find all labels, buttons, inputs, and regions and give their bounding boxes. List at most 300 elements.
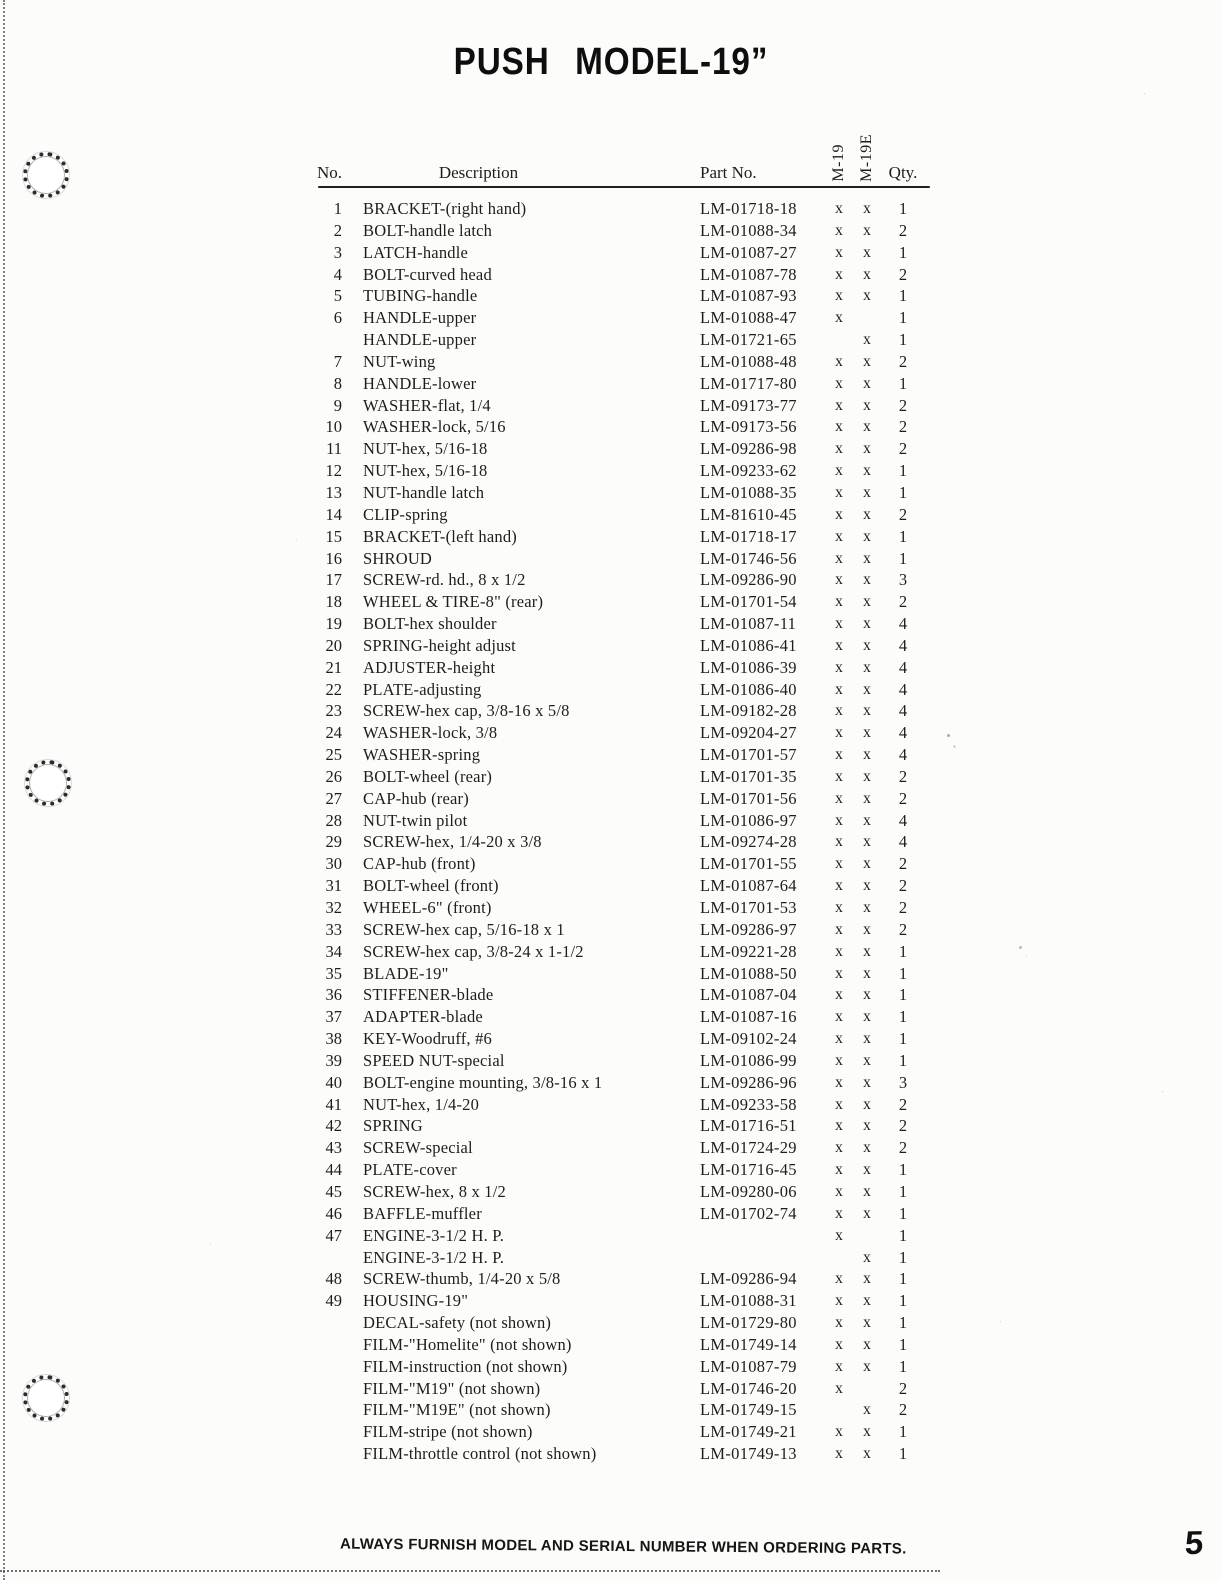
table-row xyxy=(310,810,970,832)
item-quantity: 1 xyxy=(898,199,908,218)
table-row xyxy=(310,220,970,242)
item-number xyxy=(310,1334,342,1356)
item-number: 13 xyxy=(325,482,342,502)
m19e-mark: x xyxy=(863,593,871,611)
m19-mark: x xyxy=(835,899,843,916)
item-quantity: 1 xyxy=(898,1444,908,1464)
table-row xyxy=(310,395,970,417)
item-part-number: LM-01701-53 xyxy=(700,898,797,917)
item-number xyxy=(310,1421,342,1443)
table-row xyxy=(310,1268,970,1290)
item-part-number: LM-01702-74 xyxy=(700,1203,797,1223)
item-part-number: LM-01086-41 xyxy=(700,635,797,655)
item-quantity: 2 xyxy=(898,788,908,808)
m19e-mark: x xyxy=(863,1335,871,1353)
item-number: 36 xyxy=(325,985,342,1005)
item-number: 5 xyxy=(333,286,342,306)
item-number: 10 xyxy=(325,417,342,437)
table-row xyxy=(310,351,970,373)
punch-hole xyxy=(21,756,76,811)
table-row xyxy=(310,853,970,875)
table-row xyxy=(310,919,970,941)
item-description: NUT-hex, 5/16-18 xyxy=(363,439,488,459)
m19e-mark xyxy=(853,307,881,329)
item-quantity: 2 xyxy=(898,1138,908,1158)
m19-mark: x xyxy=(835,1139,843,1157)
m19-mark: x xyxy=(835,1335,843,1353)
item-quantity: 1 xyxy=(898,461,908,481)
item-description: WHEEL-6" (front) xyxy=(363,898,492,917)
table-row xyxy=(310,635,970,657)
table-row xyxy=(310,613,970,635)
m19-mark xyxy=(825,1399,853,1421)
item-part-number: LM-01716-51 xyxy=(700,1116,797,1136)
item-description: WASHER-lock, 3/8 xyxy=(363,723,498,743)
item-description: SCREW-hex, 1/4-20 x 3/8 xyxy=(363,832,542,852)
m19e-mark: x xyxy=(863,221,871,239)
item-quantity: 2 xyxy=(898,766,908,786)
m19e-mark xyxy=(853,1378,881,1400)
m19e-mark: x xyxy=(863,658,871,676)
item-description: PLATE-cover xyxy=(363,1160,457,1180)
item-number: 44 xyxy=(325,1160,342,1180)
item-quantity: 2 xyxy=(898,220,908,240)
item-description: BOLT-wheel (front) xyxy=(363,876,499,896)
item-description: BOLT-handle latch xyxy=(363,220,493,240)
item-number: 42 xyxy=(325,1116,342,1136)
table-row xyxy=(310,1378,970,1400)
table-header xyxy=(310,112,970,184)
m19-mark: x xyxy=(835,221,843,239)
m19e-mark: x xyxy=(863,1292,871,1310)
table-row xyxy=(310,373,970,395)
m19-mark: x xyxy=(835,1204,843,1222)
m19e-mark: x xyxy=(863,1182,871,1200)
m19-mark: x xyxy=(835,942,843,960)
item-number: 47 xyxy=(325,1225,342,1245)
m19-mark: x xyxy=(835,505,843,523)
m19-mark: x xyxy=(835,1161,843,1179)
m19e-mark: x xyxy=(863,1314,871,1332)
item-part-number: LM-01088-31 xyxy=(700,1291,797,1311)
m19e-mark: x xyxy=(863,702,871,720)
m19-mark xyxy=(825,329,853,351)
item-description: WASHER-lock, 5/16 xyxy=(363,417,506,437)
item-number: 23 xyxy=(325,701,342,721)
item-number: 12 xyxy=(325,461,342,481)
page-perforation-edge xyxy=(3,0,5,1580)
item-description: PLATE-adjusting xyxy=(363,679,482,699)
item-part-number: LM-01087-27 xyxy=(700,242,797,262)
m19-mark: x xyxy=(835,549,843,567)
m19-mark: x xyxy=(835,1357,843,1375)
table-row xyxy=(310,438,970,460)
item-description: KEY-Woodruff, #6 xyxy=(363,1029,492,1049)
m19e-mark: x xyxy=(863,287,871,305)
item-part-number: LM-09286-97 xyxy=(700,919,797,939)
item-number: 18 xyxy=(325,592,342,612)
table-row xyxy=(310,1443,970,1465)
m19-mark: x xyxy=(835,833,843,851)
table-row xyxy=(310,526,970,548)
item-number: 20 xyxy=(325,635,342,655)
m19e-mark: x xyxy=(863,746,871,764)
item-description: SCREW-hex cap, 5/16-18 x 1 xyxy=(363,919,565,939)
item-quantity: 1 xyxy=(898,1313,908,1333)
item-number: 24 xyxy=(325,723,342,743)
m19e-mark: x xyxy=(863,1139,871,1157)
item-number: 37 xyxy=(325,1007,342,1027)
item-number: 21 xyxy=(325,657,342,677)
item-number: 26 xyxy=(325,766,342,786)
item-number: 7 xyxy=(333,351,342,371)
m19e-mark: x xyxy=(863,767,871,785)
table-row xyxy=(310,548,970,570)
item-number: 48 xyxy=(325,1269,342,1289)
table-row xyxy=(310,700,970,722)
m19-mark: x xyxy=(835,920,843,938)
m19-mark: x xyxy=(835,571,843,589)
item-number xyxy=(310,1356,342,1378)
header-m19e: M-19E xyxy=(858,134,875,182)
item-number: 19 xyxy=(325,614,342,634)
m19-mark: x xyxy=(835,265,843,283)
item-quantity: 4 xyxy=(898,723,908,743)
item-quantity: 1 xyxy=(898,1291,908,1311)
m19-mark: x xyxy=(835,1073,843,1091)
item-quantity: 2 xyxy=(898,1094,908,1114)
m19e-mark: x xyxy=(863,374,871,392)
m19e-mark: x xyxy=(863,1270,871,1288)
item-quantity: 4 xyxy=(898,657,908,677)
header-qty: Qty. xyxy=(888,163,918,182)
item-part-number: LM-09173-77 xyxy=(700,395,797,415)
table-row xyxy=(310,788,970,810)
item-quantity: 1 xyxy=(898,1225,908,1245)
item-number: 31 xyxy=(325,876,342,896)
item-description: ADJUSTER-height xyxy=(363,657,496,677)
item-quantity: 1 xyxy=(898,1269,908,1289)
m19e-mark: x xyxy=(863,352,871,370)
m19-mark: x xyxy=(835,855,843,873)
m19e-mark: x xyxy=(863,1248,871,1266)
m19-mark: x xyxy=(835,374,843,392)
item-part-number: LM-01749-13 xyxy=(700,1444,797,1464)
item-quantity: 1 xyxy=(898,985,908,1005)
item-number: 49 xyxy=(325,1291,342,1311)
item-number: 22 xyxy=(325,679,342,699)
item-part-number: LM-01718-17 xyxy=(700,526,797,546)
m19e-mark: x xyxy=(863,833,871,851)
header-m19: M-19 xyxy=(830,144,847,182)
item-number: 38 xyxy=(325,1029,342,1049)
item-number xyxy=(310,1399,342,1421)
m19-mark: x xyxy=(835,1226,843,1244)
m19-mark: x xyxy=(835,702,843,720)
item-description: NUT-hex, 5/16-18 xyxy=(363,461,488,481)
m19-mark: x xyxy=(835,746,843,764)
table-row xyxy=(310,1115,970,1137)
item-part-number: LM-01086-40 xyxy=(700,679,797,699)
item-quantity: 4 xyxy=(898,614,908,634)
table-row xyxy=(310,307,970,329)
item-quantity: 4 xyxy=(898,832,908,852)
m19e-mark: x xyxy=(863,680,871,698)
m19-mark: x xyxy=(835,964,843,982)
item-part-number: LM-01087-16 xyxy=(700,1007,797,1027)
item-number: 45 xyxy=(325,1181,342,1201)
item-part-number: LM-01724-29 xyxy=(700,1138,797,1158)
m19-mark: x xyxy=(835,1182,843,1200)
m19-mark: x xyxy=(835,440,843,458)
bottom-rule xyxy=(0,1570,940,1572)
item-number: 15 xyxy=(325,526,342,546)
table-row xyxy=(310,1006,970,1028)
item-quantity: 1 xyxy=(898,286,908,306)
item-quantity: 4 xyxy=(898,679,908,699)
item-number: 8 xyxy=(333,373,342,393)
item-part-number: LM-01701-55 xyxy=(700,854,797,874)
item-part-number xyxy=(700,1247,825,1269)
item-quantity: 1 xyxy=(898,1356,908,1376)
m19-mark: x xyxy=(835,309,843,327)
item-description: SCREW-thumb, 1/4-20 x 5/8 xyxy=(363,1269,561,1289)
m19e-mark xyxy=(853,1225,881,1247)
m19e-mark: x xyxy=(863,724,871,742)
item-quantity: 1 xyxy=(898,1422,908,1442)
m19e-mark: x xyxy=(863,1051,871,1069)
header-description: Description xyxy=(438,163,519,182)
item-number xyxy=(310,1443,342,1465)
item-part-number: LM-01087-93 xyxy=(700,286,797,306)
table-row xyxy=(310,963,970,985)
item-description: NUT-hex, 1/4-20 xyxy=(363,1094,480,1114)
footer-note: ALWAYS FURNISH MODEL AND SERIAL NUMBER WHEN ORDERING PARTS. xyxy=(339,1535,907,1558)
item-quantity: 2 xyxy=(898,417,908,437)
item-description: SPRING-height adjust xyxy=(363,635,516,655)
item-quantity: 2 xyxy=(898,592,908,612)
item-quantity: 2 xyxy=(898,264,908,284)
m19-mark: x xyxy=(835,352,843,370)
item-description: BRACKET-(right hand) xyxy=(363,199,527,218)
item-description: NUT-handle latch xyxy=(363,482,485,502)
item-quantity: 1 xyxy=(898,1247,908,1267)
item-part-number: LM-81610-45 xyxy=(700,504,797,524)
item-part-number xyxy=(700,1225,825,1247)
m19e-mark: x xyxy=(863,920,871,938)
item-quantity: 4 xyxy=(898,745,908,765)
m19e-mark: x xyxy=(863,1161,871,1179)
item-part-number: LM-01746-20 xyxy=(700,1378,797,1398)
item-quantity: 2 xyxy=(898,876,908,896)
item-quantity: 2 xyxy=(898,854,908,874)
item-part-number: LM-01088-35 xyxy=(700,482,797,502)
item-description: SPRING xyxy=(363,1116,423,1136)
item-part-number: LM-01749-15 xyxy=(700,1400,797,1420)
m19-mark: x xyxy=(835,287,843,305)
item-description: HANDLE-upper xyxy=(363,330,477,350)
table-row xyxy=(310,1181,970,1203)
item-quantity: 4 xyxy=(898,635,908,655)
table-row xyxy=(310,1399,970,1421)
m19-mark: x xyxy=(835,200,843,217)
item-part-number: LM-01086-39 xyxy=(700,657,797,677)
item-description: CLIP-spring xyxy=(363,504,448,524)
m19e-mark: x xyxy=(863,418,871,436)
header-no: No. xyxy=(316,163,342,182)
item-number: 11 xyxy=(326,439,342,459)
item-quantity: 1 xyxy=(898,1203,908,1223)
m19e-mark: x xyxy=(863,899,871,916)
item-part-number: LM-01088-48 xyxy=(700,351,797,371)
m19-mark: x xyxy=(835,527,843,545)
item-quantity: 2 xyxy=(898,1378,908,1398)
item-quantity: 2 xyxy=(898,395,908,415)
m19e-mark: x xyxy=(863,636,871,654)
item-part-number: LM-09204-27 xyxy=(700,723,797,743)
m19-mark: x xyxy=(835,418,843,436)
item-part-number: LM-09286-96 xyxy=(700,1072,797,1092)
m19e-mark: x xyxy=(863,1008,871,1026)
m19e-mark: x xyxy=(863,243,871,261)
m19e-mark: x xyxy=(863,1401,871,1419)
item-description: LATCH-handle xyxy=(363,242,469,262)
m19e-mark: x xyxy=(863,942,871,960)
item-quantity: 4 xyxy=(898,810,908,830)
table-row xyxy=(310,242,970,264)
item-quantity: 2 xyxy=(898,1116,908,1136)
item-part-number: LM-01717-80 xyxy=(700,373,797,393)
table-row xyxy=(310,1094,970,1116)
item-number: 1 xyxy=(333,199,342,218)
item-description: ENGINE-3-1/2 H. P. xyxy=(363,1247,505,1267)
table-row xyxy=(310,722,970,744)
item-description: SPEED NUT-special xyxy=(363,1050,505,1070)
item-quantity: 1 xyxy=(898,526,908,546)
item-quantity: 1 xyxy=(898,548,908,568)
item-description: HANDLE-lower xyxy=(363,373,477,393)
m19e-mark: x xyxy=(863,1117,871,1135)
item-part-number: LM-01087-04 xyxy=(700,985,797,1005)
item-description: BOLT-engine mounting, 3/8-16 x 1 xyxy=(363,1072,603,1092)
table-row xyxy=(310,569,970,591)
m19-mark: x xyxy=(835,1051,843,1069)
table-row xyxy=(310,897,970,919)
item-part-number: LM-01087-11 xyxy=(700,614,797,634)
item-number: 6 xyxy=(333,308,342,328)
item-quantity: 1 xyxy=(898,1334,908,1354)
item-description: TUBING-handle xyxy=(363,286,478,306)
punch-hole xyxy=(19,1371,74,1426)
table-row xyxy=(310,1334,970,1356)
item-description: FILM-"Homelite" (not shown) xyxy=(363,1334,572,1354)
item-part-number: LM-09274-28 xyxy=(700,832,797,852)
item-description: WASHER-flat, 1/4 xyxy=(363,395,491,415)
table-row xyxy=(310,679,970,701)
page-title: PUSH MODEL-19” xyxy=(453,40,769,83)
table-row xyxy=(310,1356,970,1378)
item-part-number: LM-01749-14 xyxy=(700,1334,797,1354)
parts-table xyxy=(310,112,970,1465)
table-row xyxy=(310,1247,970,1269)
m19-mark: x xyxy=(835,680,843,698)
item-description: BLADE-19" xyxy=(363,963,449,983)
m19e-mark: x xyxy=(863,1204,871,1222)
table-row xyxy=(310,1421,970,1443)
m19-mark: x xyxy=(835,1117,843,1135)
item-part-number: LM-01718-18 xyxy=(700,199,797,218)
item-number: 43 xyxy=(325,1138,342,1158)
item-quantity: 2 xyxy=(898,504,908,524)
m19-mark: x xyxy=(835,593,843,611)
m19e-mark: x xyxy=(863,986,871,1004)
item-description: WASHER-spring xyxy=(363,745,481,765)
m19e-mark: x xyxy=(863,1073,871,1091)
item-number: 40 xyxy=(325,1072,342,1092)
item-description: SCREW-hex cap, 3/8-16 x 5/8 xyxy=(363,701,570,721)
item-quantity: 2 xyxy=(898,919,908,939)
m19e-mark: x xyxy=(863,855,871,873)
item-quantity: 1 xyxy=(898,963,908,983)
item-part-number: LM-01749-21 xyxy=(700,1422,797,1442)
m19e-mark: x xyxy=(863,1030,871,1048)
m19-mark: x xyxy=(835,811,843,829)
item-description: BOLT-wheel (rear) xyxy=(363,766,493,786)
item-quantity: 1 xyxy=(898,941,908,961)
item-number: 29 xyxy=(325,832,342,852)
item-description: ENGINE-3-1/2 H. P. xyxy=(363,1225,505,1245)
m19e-mark: x xyxy=(863,200,871,217)
table-row xyxy=(310,744,970,766)
table-row xyxy=(310,1137,970,1159)
item-part-number: LM-01088-50 xyxy=(700,963,797,983)
item-description: CAP-hub (rear) xyxy=(363,788,469,808)
table-row xyxy=(310,264,970,286)
item-description: FILM-instruction (not shown) xyxy=(363,1356,568,1376)
m19-mark: x xyxy=(835,1030,843,1048)
m19e-mark: x xyxy=(863,527,871,545)
m19-mark: x xyxy=(835,877,843,895)
item-number: 32 xyxy=(325,898,342,917)
item-description: FILM-throttle control (not shown) xyxy=(363,1444,597,1464)
item-number: 27 xyxy=(325,788,342,808)
m19-mark: x xyxy=(835,1379,843,1397)
m19-mark: x xyxy=(835,724,843,742)
header-rule xyxy=(318,186,930,188)
item-part-number: LM-09233-58 xyxy=(700,1094,797,1114)
m19e-mark: x xyxy=(863,440,871,458)
m19e-mark: x xyxy=(863,964,871,982)
table-row xyxy=(310,984,970,1006)
table-rows xyxy=(310,198,970,1465)
item-part-number: LM-09286-98 xyxy=(700,439,797,459)
item-description: SCREW-hex cap, 3/8-24 x 1-1/2 xyxy=(363,941,584,961)
item-number xyxy=(310,1312,342,1334)
table-row xyxy=(310,591,970,613)
m19-mark: x xyxy=(835,396,843,414)
item-quantity: 1 xyxy=(898,1050,908,1070)
item-quantity: 1 xyxy=(898,1007,908,1027)
item-quantity: 1 xyxy=(898,373,908,393)
item-quantity: 2 xyxy=(898,351,908,371)
item-description: BRACKET-(left hand) xyxy=(363,526,517,546)
m19e-mark: x xyxy=(863,615,871,633)
m19-mark: x xyxy=(835,658,843,676)
item-number: 33 xyxy=(325,919,342,939)
item-description: BAFFLE-muffler xyxy=(363,1203,482,1223)
table-row xyxy=(310,1312,970,1334)
table-row xyxy=(310,504,970,526)
